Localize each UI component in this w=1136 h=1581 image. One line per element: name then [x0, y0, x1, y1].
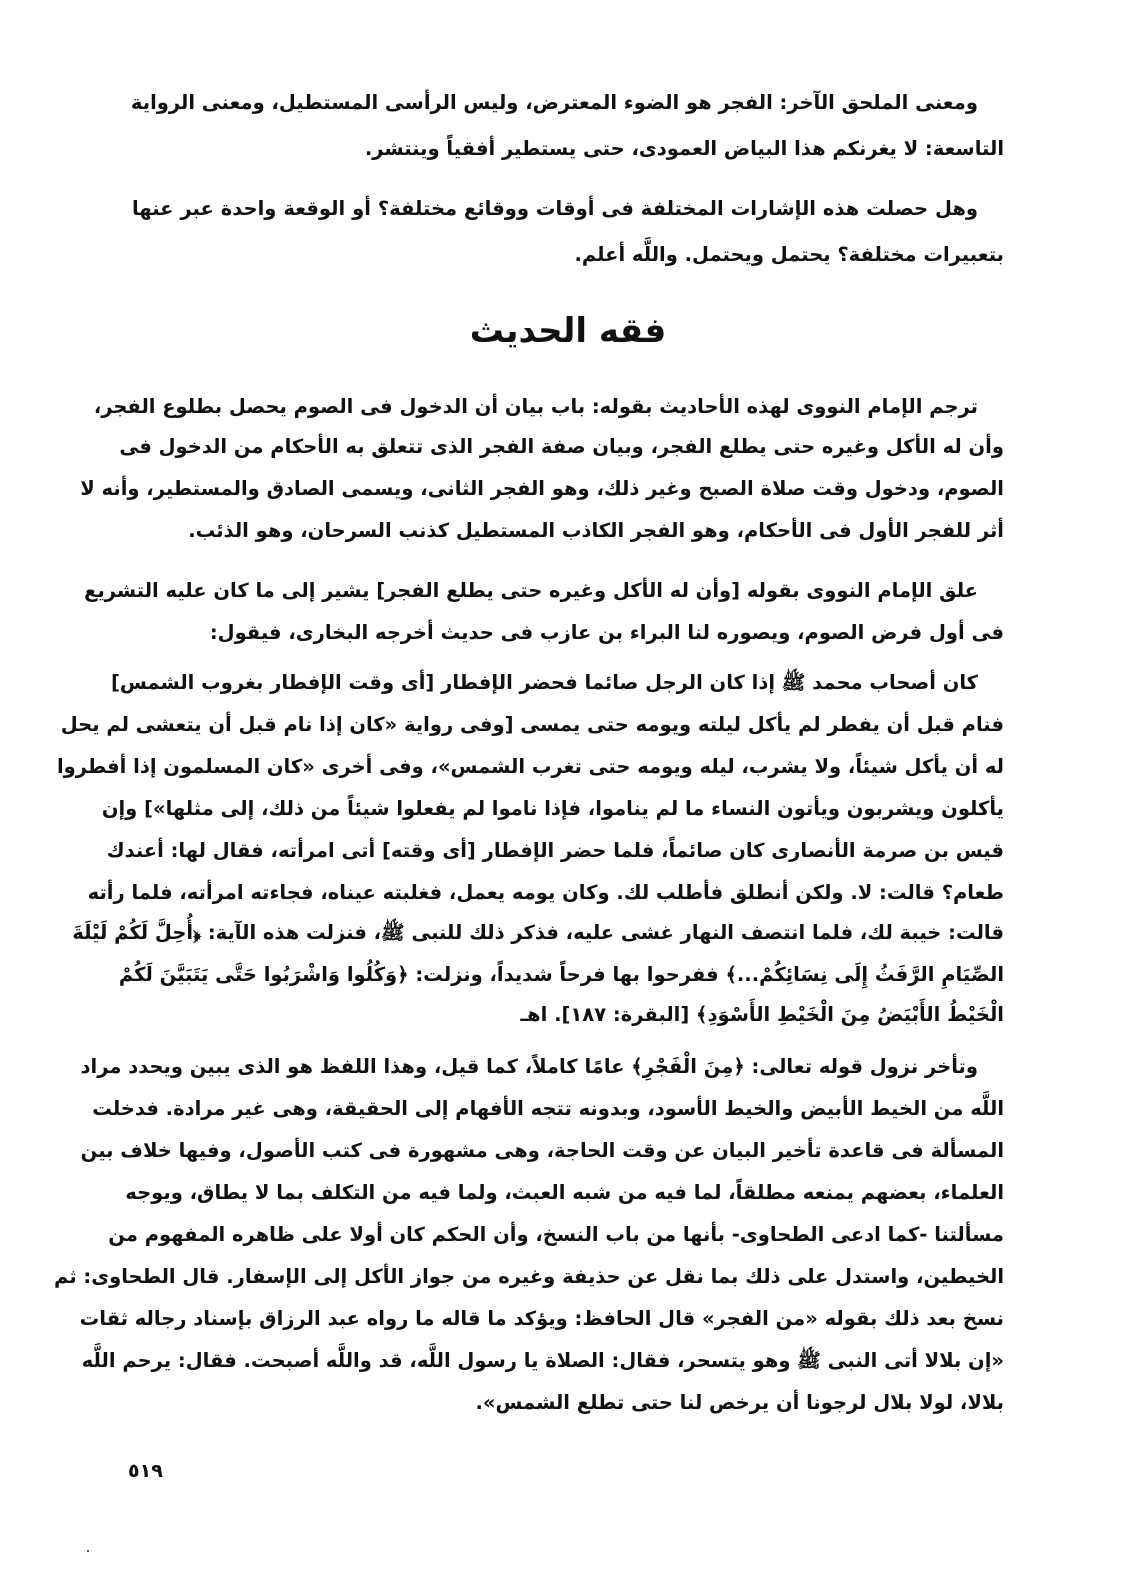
text-line: كان أصحاب محمد ﷺ إذا كان الرجل صائما فحضر الإفطار [أى وقت الإفطار بغروب الشمس] — [110, 671, 978, 694]
text-line: بتعبيرات مختلفة؟ يحتمل ويحتمل. واللَّه أعلم. — [574, 243, 1004, 266]
text-line: وتأخر نزول قوله تعالى: ﴿مِنَ الْفَجْرِ﴾ عامًا كاملاً، كما قيل، وهذا اللفظ هو الذى يبين ويحدد مراد — [80, 1055, 978, 1078]
text-line: فنام قبل أن يفطر لم يأكل ليلته ويومه حتى يمسى [وفى رواية «كان إذا نام قبل أن يتعشى لم يحل — [60, 713, 1004, 736]
text-line: التاسعة: لا يغرنكم هذا البياض العمودى، حتى يستطير أفقياً وينتشر. — [364, 137, 1004, 160]
text-line: ومعنى الملحق الآخر: الفجر هو الضوء المعترض، وليس الرأسى المستطيل، ومعنى الرواية — [130, 91, 978, 114]
text-line: علق الإمام النووى بقوله [وأن له الأكل وغيره حتى يطلع الفجر] يشير إلى ما كان عليه التشريع — [84, 579, 978, 602]
text-line: طعام؟ قالت: لا. ولكن أنطلق فأطلب لك. وكان يومه يعمل، فغلبته عيناه، فجاءته امرأته، فلما رأته — [87, 881, 1004, 904]
text-line: وهل حصلت هذه الإشارات المختلفة فى أوقات ووقائع مختلفة؟ أو الوقعة واحدة عبر عنها — [132, 197, 978, 220]
text-line: أثر للفجر الأول فى الأحكام، وهو الفجر الكاذب المستطيل كذنب السرحان، وهو الذئب. — [188, 519, 1004, 542]
section-heading: فقه الحديث — [469, 311, 667, 351]
text-line: العلماء، بعضهم يمنعه مطلقاً، لما فيه من شبه العبث، ولما فيه من التكلف بما لا يطاق، ويوجه — [125, 1181, 1004, 1204]
scan-speck — [87, 1550, 89, 1552]
text-line: مسألتنا -كما ادعى الطحاوى- بأنها من باب النسخ، وأن الحكم كان أولا على ظاهره المفهوم من — [108, 1223, 1004, 1246]
text-line-quran: الْخَيْطُ الأَبْيَضُ مِنَ الْخَيْطِ الأَسْوَدِ﴾ [البقرة: ١٨٧]. اهـ — [520, 1003, 1004, 1026]
text-line: يأكلون ويشربون ويأتون النساء ما لم يناموا، فإذا ناموا لم يفعلوا شيئاً من ذلك، إلى مثلها»] وإن — [101, 797, 1004, 820]
text-line: الصوم، ودخول وقت صلاة الصبح وغير ذلك، وهو الفجر الثانى، ويسمى الصادق والمستطير، وأنه لا — [80, 477, 1004, 500]
text-line: فى أول فرض الصوم، ويصوره لنا البراء بن عازب فى حديث أخرجه البخارى، فيقول: — [209, 621, 1004, 644]
text-line: وأن له الأكل وغيره حتى يطلع الفجر، وبيان صفة الفجر الذى تتعلق به الأحكام من الدخول فى — [119, 435, 1004, 458]
text-line: المسألة فى قاعدة تأخير البيان عن وقت الحاجة، وهى مشهورة فى كتب الأصول، وفيها خلاف بين — [80, 1139, 1004, 1162]
text-line: قالت: خيبة لك، فلما انتصف النهار غشى عليه، فذكر ذلك للنبى ﷺ، فنزلت هذه الآية: ﴿أُحِلَّ لَكُمْ لَيْلَةَ — [72, 921, 1004, 944]
text-line: له أن يأكل شيئاً، ولا يشرب، ليله ويومه حتى تغرب الشمس»، وفى أخرى «كان المسلمون إذا أفطروا — [56, 755, 1004, 778]
text-line: بلالا، لولا بلال لرجونا أن يرخص لنا حتى تطلع الشمس». — [475, 1391, 1004, 1414]
text-line: «إن بلالا أتى النبى ﷺ وهو يتسحر، فقال: الصلاة يا رسول اللَّه، قد واللَّه أصبحت. فقال: يرحم اللَّه — [81, 1349, 1004, 1372]
text-line: الخيطين، واستدل على ذلك بما نقل عن حذيفة وغيره من جواز الأكل إلى الإسفار. قال الطحاوى: ثم — [54, 1265, 1004, 1288]
text-line-quran: الصِّيَامِ الرَّفَثُ إِلَى نِسَائِكُمْ...﴾ ففرحوا بها فرحاً شديداً، ونزلت: ﴿وَكُلُوا وَاشْرَبُوا حَتَّى يَتَبَيَّنَ لَكُمْ — [118, 963, 1004, 986]
text-line: اللَّه من الخيط الأبيض والخيط الأسود، وبدونه تتجه الأفهام إلى الحقيقة، وهى غير مرادة. فدخلت — [92, 1097, 1004, 1120]
text-line: قيس بن صرمة الأنصارى كان صائماً، فلما حضر الإفطار [أى وقته] أتى امرأته، فقال لها: أعندك — [106, 839, 1004, 862]
page-number: ٥١٩ — [128, 1460, 163, 1482]
text-line: نسخ بعد ذلك بقوله «من الفجر» قال الحافظ: ويؤكد ما قاله ما رواه عبد الرزاق بإسناد رجاله ثقات — [79, 1307, 1004, 1330]
text-line: ترجم الإمام النووى لهذه الأحاديث بقوله: باب بيان أن الدخول فى الصوم يحصل بطلوع الفجر، — [93, 395, 978, 418]
